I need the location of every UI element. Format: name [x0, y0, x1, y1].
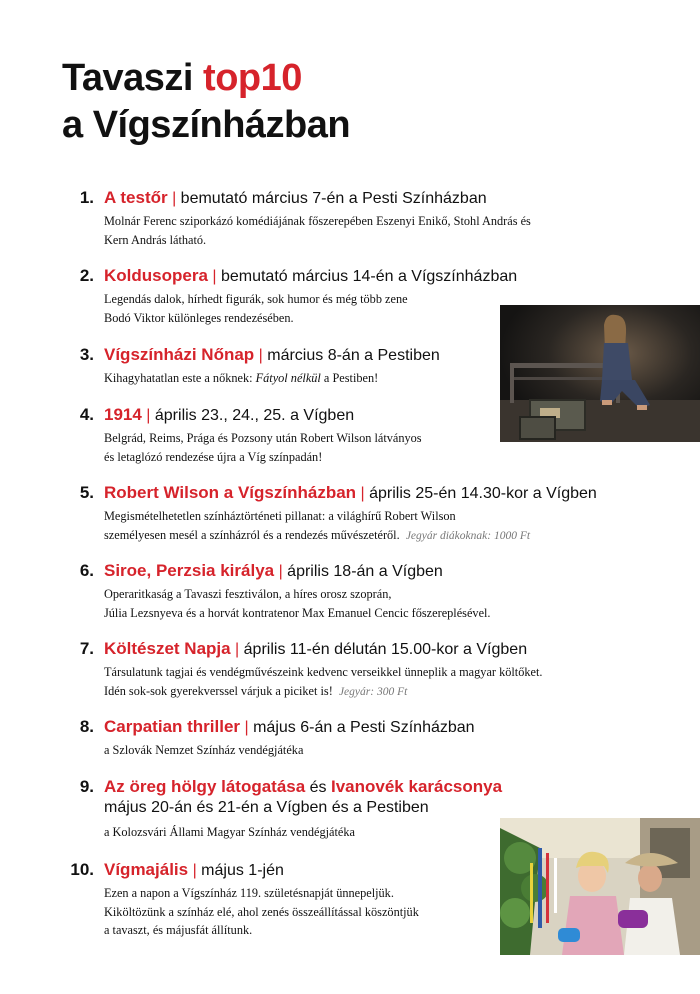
- separator: |: [244, 719, 249, 736]
- event-title: Vígmajális: [104, 860, 189, 879]
- title-line1-pre: Tavaszi: [62, 57, 204, 99]
- maypole-celebration-photo: [500, 818, 700, 955]
- event-title: Robert Wilson a Vígszínházban: [104, 483, 357, 502]
- item-number: 2.: [79, 266, 94, 285]
- event-description-line: [104, 682, 407, 702]
- item-heading: [104, 186, 487, 211]
- event-detail: április 11-én délután 15.00-kor a Vígben: [239, 641, 528, 658]
- separator: |: [192, 862, 197, 879]
- item-number: 1.: [79, 188, 94, 207]
- event-title-2: Ivanovék karácsonya: [331, 777, 503, 796]
- event-description-line: Ezen a napon a Vígszínház 119. születésnapját ünnepeljük.: [104, 886, 394, 900]
- event-description-line: [104, 526, 530, 546]
- event-description-line: a Kolozsvári Állami Magyar Színház vendégjátéka: [104, 825, 355, 839]
- event-description-line: Kiköltözünk a színház elé, ahol zenés összeállítással köszöntjük: [104, 904, 419, 919]
- event-description-line: [104, 369, 378, 388]
- event-detail: bemutató március 7-én a Pesti Színházban: [176, 190, 487, 207]
- item-number: 10.: [70, 860, 94, 879]
- separator: |: [212, 268, 217, 285]
- event-title: A testőr: [104, 188, 168, 207]
- conjunction: és: [305, 779, 331, 796]
- separator: |: [146, 407, 151, 424]
- price-note: Jegyár diákoknak: 1000 Ft: [405, 529, 531, 542]
- event-detail: május 1-jén: [196, 862, 284, 879]
- event-description-line: Molnár Ferenc sziporkázó komédiájának főszerepében Eszenyi Enikő, Stohl András és: [104, 214, 531, 228]
- event-title: Siroe, Perzsia királya: [104, 561, 275, 580]
- separator: |: [172, 190, 177, 207]
- item-heading: [104, 481, 597, 506]
- event-detail: bemutató március 14-én a Vígszínházban: [216, 268, 518, 285]
- event-description-line: Belgrád, Reims, Prága és Pozsony után Robert Wilson látványos: [104, 431, 422, 445]
- separator: |: [258, 347, 263, 364]
- item-number: 7.: [79, 639, 94, 658]
- event-title: 1914: [104, 405, 142, 424]
- desc-text: Idén sok-sok gyerekverssel várjuk a piciket is!: [104, 683, 333, 698]
- stage-photo-koldusopera: [500, 305, 700, 442]
- title-highlight: top10: [203, 57, 302, 99]
- event-detail: március 8-án a Pestiben: [262, 347, 440, 364]
- event-detail: április 23., 24., 25. a Vígben: [150, 407, 355, 424]
- separator: |: [278, 563, 283, 580]
- event-title: Költészet Napja: [104, 639, 231, 658]
- event-detail: április 25-én 14.30-kor a Vígben: [364, 485, 597, 502]
- separator: |: [360, 485, 365, 502]
- event-title: Koldusopera: [104, 266, 208, 285]
- event-description-line: Megismételhetetlen színháztörténeti pillanat: a világhírű Robert Wilson: [104, 509, 456, 523]
- title-line2: a Vígszínházban: [62, 104, 351, 146]
- event-title: Vígszínházi Nőnap: [104, 345, 255, 364]
- item-heading: [104, 403, 354, 428]
- item-number: 8.: [79, 717, 94, 736]
- event-description-line: Kern András látható.: [104, 232, 207, 247]
- item-number: 3.: [79, 345, 94, 364]
- separator: |: [235, 641, 240, 658]
- page-title: [62, 55, 350, 149]
- event-detail: május 20-án és 21-én a Vígben és a Pestiben: [104, 799, 429, 816]
- item-heading: [104, 715, 475, 740]
- event-detail: április 18-án a Vígben: [282, 563, 443, 580]
- event-title: Az öreg hölgy látogatása: [104, 777, 306, 796]
- event-title: Carpatian thriller: [104, 717, 241, 736]
- item-heading: [104, 858, 284, 883]
- event-description-line: Operaritkaság a Tavaszi fesztiválon, a híres orosz szoprán,: [104, 587, 392, 601]
- item-number: 5.: [79, 483, 94, 502]
- item-number: 6.: [79, 561, 94, 580]
- desc-text: a Pestiben!: [320, 371, 379, 385]
- price-note: Jegyár: 300 Ft: [338, 685, 408, 698]
- desc-text: személyesen mesél a színházról és a rendezés művészetéről.: [104, 527, 400, 542]
- event-detail: május 6-án a Pesti Színházban: [248, 719, 475, 736]
- event-description-line: Bodó Viktor különleges rendezésében.: [104, 310, 294, 325]
- item-heading: [104, 559, 443, 584]
- item-heading: [104, 343, 440, 368]
- desc-text: Kihagyhatatlan este a nőknek:: [104, 371, 256, 385]
- event-description-line: Legendás dalok, hírhedt figurák, sok humor és még több zene: [104, 292, 408, 306]
- event-description-line: és letaglózó rendezése újra a Víg színpadán!: [104, 449, 323, 464]
- item-number: 4.: [79, 405, 94, 424]
- event-description-line: a Szlovák Nemzet Színház vendégjátéka: [104, 743, 304, 757]
- event-description-line: a tavaszt, és májusfát állítunk.: [104, 923, 253, 937]
- event-description-line: Júlia Lezsnyeva és a horvát kontratenor Max Emanuel Cencic főszereplésével.: [104, 605, 491, 620]
- item-heading: [104, 637, 527, 662]
- item-number: 9.: [79, 777, 94, 796]
- item-heading: [104, 264, 517, 289]
- event-description-line: Társulatunk tagjai és vendégművészeink kedvenc verseikkel ünneplik a magyar költőket.: [104, 665, 543, 679]
- show-title-italic: Fátyol nélkül: [255, 371, 321, 385]
